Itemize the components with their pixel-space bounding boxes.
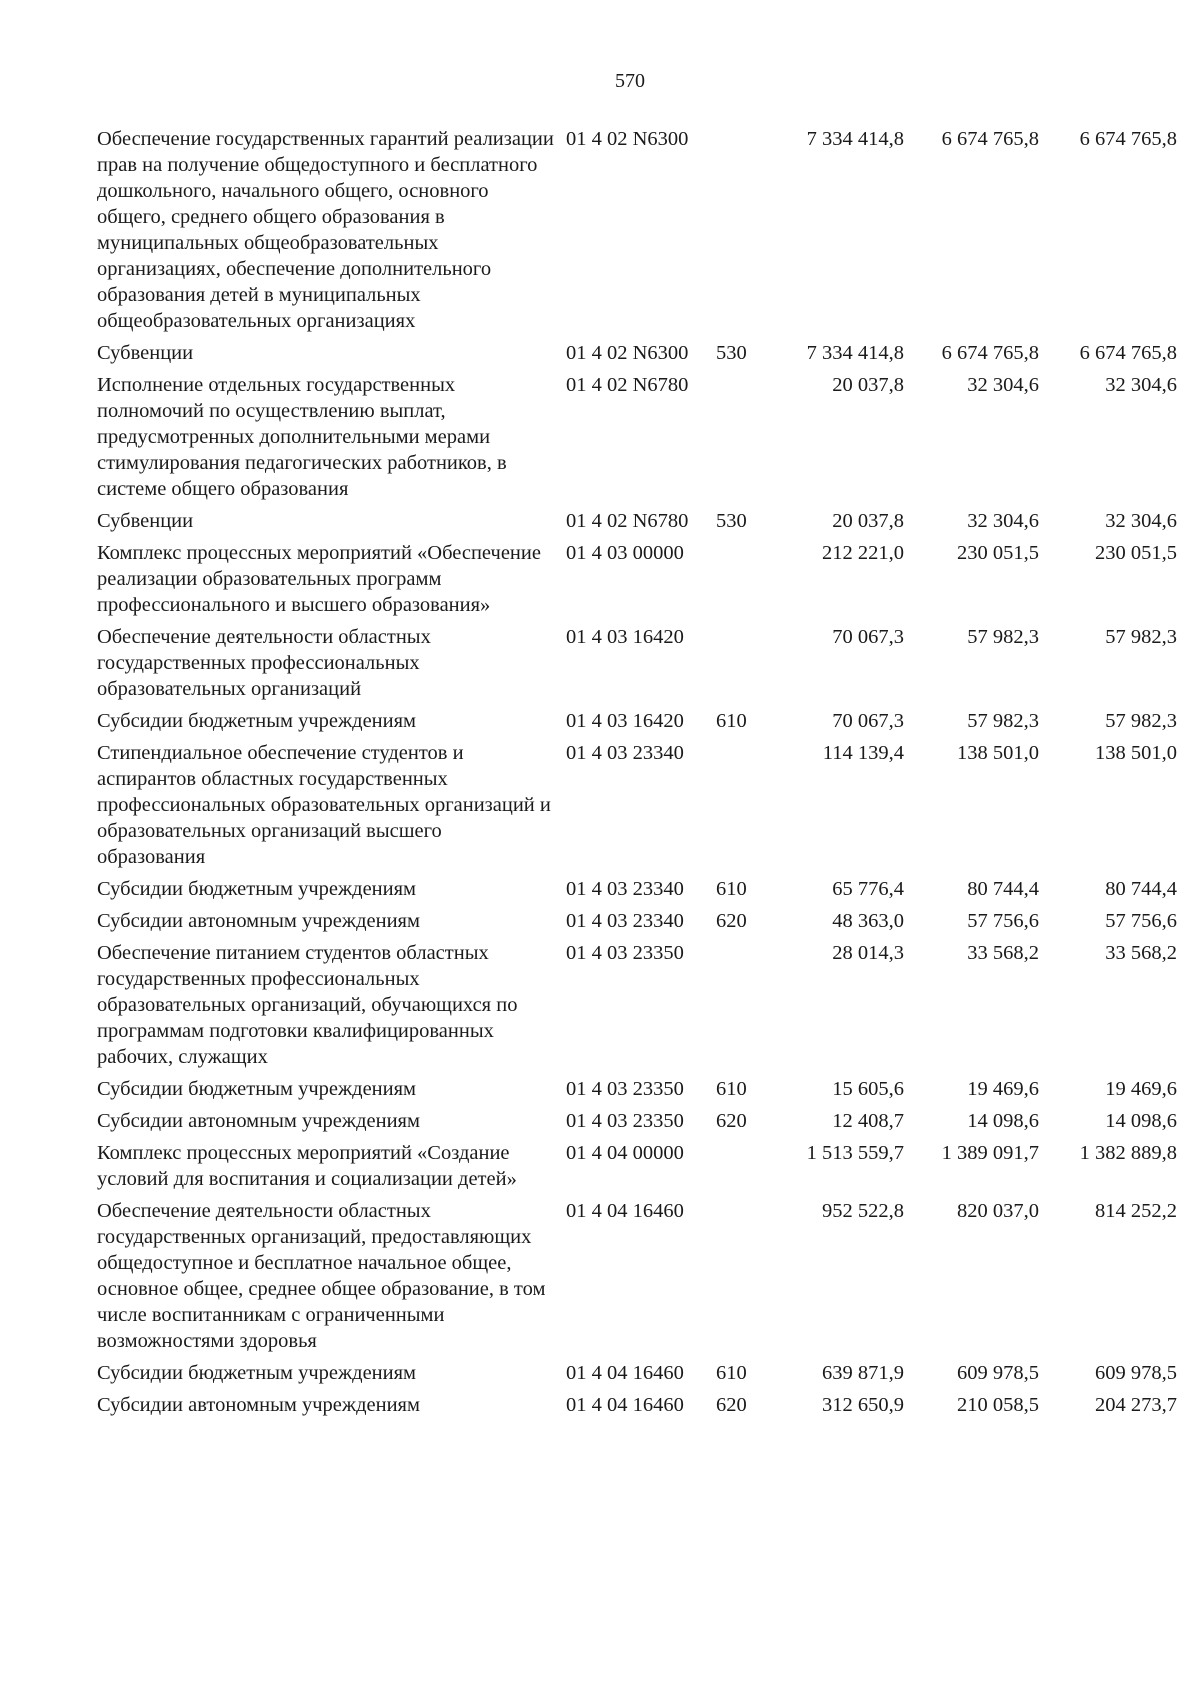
row-expense-type-cell <box>714 740 764 876</box>
row-amount-1-cell: 70 067,3 <box>832 710 904 732</box>
row-expense-type-cell: 620 <box>716 910 747 932</box>
table-row <box>97 876 1177 908</box>
page-number: 570 <box>615 70 645 92</box>
table-row <box>97 372 1177 508</box>
row-expense-type-cell: 610 <box>716 1362 747 1384</box>
row-name-cell: Субсидии автономным учреждениям <box>97 1394 420 1416</box>
row-amount-2-cell: 14 098,6 <box>967 1110 1039 1132</box>
row-amount-2-cell: 32 304,6 <box>967 374 1039 396</box>
row-amount-2-cell: 32 304,6 <box>967 510 1039 532</box>
row-amount-2-cell: 820 037,0 <box>957 1200 1039 1222</box>
row-name-cell: Обеспечение деятельности областных государственных организаций, предоставляющих общедоступное и бесплатное начальное общее, основное общее, среднее общее образование, в том числе воспитанникам с ограниченными возможностями здоровья <box>97 1200 546 1352</box>
row-amount-2-cell: 230 051,5 <box>957 542 1039 564</box>
row-expense-type-cell: 620 <box>716 1110 747 1132</box>
table-row <box>97 540 1177 624</box>
row-amount-3-cell: 14 098,6 <box>1105 1110 1177 1132</box>
row-code-cell: 01 4 04 16460 <box>566 1394 684 1416</box>
table-row <box>97 624 1177 708</box>
row-code-cell: 01 4 04 16460 <box>566 1200 684 1222</box>
row-name-cell: Субсидии автономным учреждениям <box>97 1110 420 1132</box>
table-row <box>97 508 1177 540</box>
row-name-cell: Комплекс процессных мероприятий «Обеспечение реализации образовательных программ профессионального и высшего образования» <box>97 542 541 616</box>
row-code-cell: 01 4 04 00000 <box>566 1142 684 1164</box>
row-expense-type-cell <box>714 624 764 708</box>
table-row <box>97 1108 1177 1140</box>
row-expense-type-cell: 530 <box>716 510 747 532</box>
row-name-cell: Обеспечение питанием студентов областных государственных профессиональных образовательных организаций, обучающихся по программам подготовки квалифицированных рабочих, служащих <box>97 942 518 1068</box>
row-expense-type-cell <box>714 1140 764 1198</box>
table-row <box>97 940 1177 1076</box>
row-amount-2-cell: 138 501,0 <box>957 742 1039 764</box>
row-amount-1-cell: 48 363,0 <box>832 910 904 932</box>
row-code-cell: 01 4 02 N6780 <box>566 374 689 396</box>
row-expense-type-cell <box>714 372 764 508</box>
row-amount-2-cell: 609 978,5 <box>957 1362 1039 1384</box>
row-expense-type-cell <box>714 940 764 1076</box>
row-code-cell: 01 4 03 00000 <box>566 542 684 564</box>
row-amount-2-cell: 33 568,2 <box>967 942 1039 964</box>
row-amount-3-cell: 6 674 765,8 <box>1079 342 1177 364</box>
row-code-cell: 01 4 02 N6780 <box>566 510 689 532</box>
row-expense-type-cell: 610 <box>716 1078 747 1100</box>
row-amount-3-cell: 230 051,5 <box>1095 542 1177 564</box>
table-row <box>97 1392 1177 1424</box>
row-amount-2-cell: 1 389 091,7 <box>941 1142 1039 1164</box>
row-expense-type-cell: 610 <box>716 710 747 732</box>
row-code-cell: 01 4 03 23350 <box>566 1110 684 1132</box>
row-amount-1-cell: 12 408,7 <box>832 1110 904 1132</box>
row-expense-type-cell: 610 <box>716 878 747 900</box>
table-row <box>97 1360 1177 1392</box>
row-code-cell: 01 4 04 16460 <box>566 1362 684 1384</box>
table-row <box>97 1140 1177 1198</box>
row-expense-type-cell <box>714 126 764 340</box>
row-amount-1-cell: 114 139,4 <box>822 742 904 764</box>
row-amount-3-cell: 204 273,7 <box>1095 1394 1177 1416</box>
row-expense-type-cell <box>714 540 764 624</box>
row-amount-3-cell: 19 469,6 <box>1105 1078 1177 1100</box>
row-name-cell: Субсидии автономным учреждениям <box>97 910 420 932</box>
row-amount-1-cell: 7 334 414,8 <box>806 342 904 364</box>
row-amount-2-cell: 19 469,6 <box>967 1078 1039 1100</box>
row-amount-1-cell: 70 067,3 <box>832 626 904 648</box>
row-code-cell: 01 4 03 23350 <box>566 1078 684 1100</box>
row-amount-1-cell: 312 650,9 <box>822 1394 904 1416</box>
table-row <box>97 708 1177 740</box>
row-amount-1-cell: 7 334 414,8 <box>806 128 904 150</box>
row-code-cell: 01 4 03 16420 <box>566 710 684 732</box>
row-code-cell: 01 4 03 23340 <box>566 742 684 764</box>
row-amount-3-cell: 80 744,4 <box>1105 878 1177 900</box>
row-amount-1-cell: 212 221,0 <box>822 542 904 564</box>
row-amount-2-cell: 6 674 765,8 <box>941 342 1039 364</box>
budget-table-body <box>97 126 1177 1424</box>
row-name-cell: Стипендиальное обеспечение студентов и аспирантов областных государственных профессиональных образовательных организаций и образовательных организаций высшего образования <box>97 742 551 868</box>
row-code-cell: 01 4 02 N6300 <box>566 128 689 150</box>
table-row <box>97 1076 1177 1108</box>
row-amount-3-cell: 33 568,2 <box>1105 942 1177 964</box>
row-expense-type-cell: 530 <box>716 342 747 364</box>
row-amount-3-cell: 814 252,2 <box>1095 1200 1177 1222</box>
table-row <box>97 126 1177 340</box>
row-amount-1-cell: 20 037,8 <box>832 374 904 396</box>
row-name-cell: Субвенции <box>97 342 194 364</box>
table-row <box>97 340 1177 372</box>
row-amount-1-cell: 20 037,8 <box>832 510 904 532</box>
row-amount-3-cell: 6 674 765,8 <box>1079 128 1177 150</box>
row-amount-1-cell: 15 605,6 <box>832 1078 904 1100</box>
row-amount-2-cell: 6 674 765,8 <box>941 128 1039 150</box>
table-row <box>97 1198 1177 1360</box>
row-amount-1-cell: 1 513 559,7 <box>806 1142 904 1164</box>
row-name-cell: Исполнение отдельных государственных полномочий по осуществлению выплат, предусмотренных дополнительными мерами стимулирования педагогических работников, в системе общего образования <box>97 374 507 500</box>
row-amount-1-cell: 639 871,9 <box>822 1362 904 1384</box>
row-amount-2-cell: 57 982,3 <box>967 626 1039 648</box>
row-name-cell: Субсидии бюджетным учреждениям <box>97 1362 417 1384</box>
row-code-cell: 01 4 03 23350 <box>566 942 684 964</box>
row-amount-2-cell: 80 744,4 <box>967 878 1039 900</box>
row-code-cell: 01 4 02 N6300 <box>566 342 689 364</box>
table-row <box>97 740 1177 876</box>
row-amount-3-cell: 138 501,0 <box>1095 742 1177 764</box>
row-name-cell: Обеспечение государственных гарантий реализации прав на получение общедоступного и бесплатного дошкольного, начального общего, основного общего, среднего общего образования в муниципальных общеобразовательных организациях, обеспечение дополнительного образования детей в муниципальных общеобразовательных организациях <box>97 128 554 332</box>
row-amount-3-cell: 57 982,3 <box>1105 710 1177 732</box>
row-amount-3-cell: 32 304,6 <box>1105 374 1177 396</box>
row-amount-3-cell: 57 756,6 <box>1105 910 1177 932</box>
row-amount-2-cell: 210 058,5 <box>957 1394 1039 1416</box>
row-name-cell: Субвенции <box>97 510 194 532</box>
budget-table <box>97 126 1177 1424</box>
table-row <box>97 908 1177 940</box>
row-amount-3-cell: 32 304,6 <box>1105 510 1177 532</box>
row-amount-2-cell: 57 756,6 <box>967 910 1039 932</box>
row-amount-3-cell: 609 978,5 <box>1095 1362 1177 1384</box>
row-expense-type-cell: 620 <box>716 1394 747 1416</box>
row-name-cell: Комплекс процессных мероприятий «Создание условий для воспитания и социализации детей» <box>97 1142 517 1190</box>
row-name-cell: Субсидии бюджетным учреждениям <box>97 710 417 732</box>
row-amount-1-cell: 952 522,8 <box>822 1200 904 1222</box>
row-name-cell: Субсидии бюджетным учреждениям <box>97 878 417 900</box>
row-amount-1-cell: 28 014,3 <box>832 942 904 964</box>
row-name-cell: Субсидии бюджетным учреждениям <box>97 1078 417 1100</box>
row-name-cell: Обеспечение деятельности областных государственных профессиональных образовательных организаций <box>97 626 431 700</box>
row-expense-type-cell <box>714 1198 764 1360</box>
row-amount-3-cell: 1 382 889,8 <box>1079 1142 1177 1164</box>
row-amount-3-cell: 57 982,3 <box>1105 626 1177 648</box>
row-amount-1-cell: 65 776,4 <box>832 878 904 900</box>
row-code-cell: 01 4 03 23340 <box>566 878 684 900</box>
row-code-cell: 01 4 03 23340 <box>566 910 684 932</box>
row-amount-2-cell: 57 982,3 <box>967 710 1039 732</box>
row-code-cell: 01 4 03 16420 <box>566 626 684 648</box>
